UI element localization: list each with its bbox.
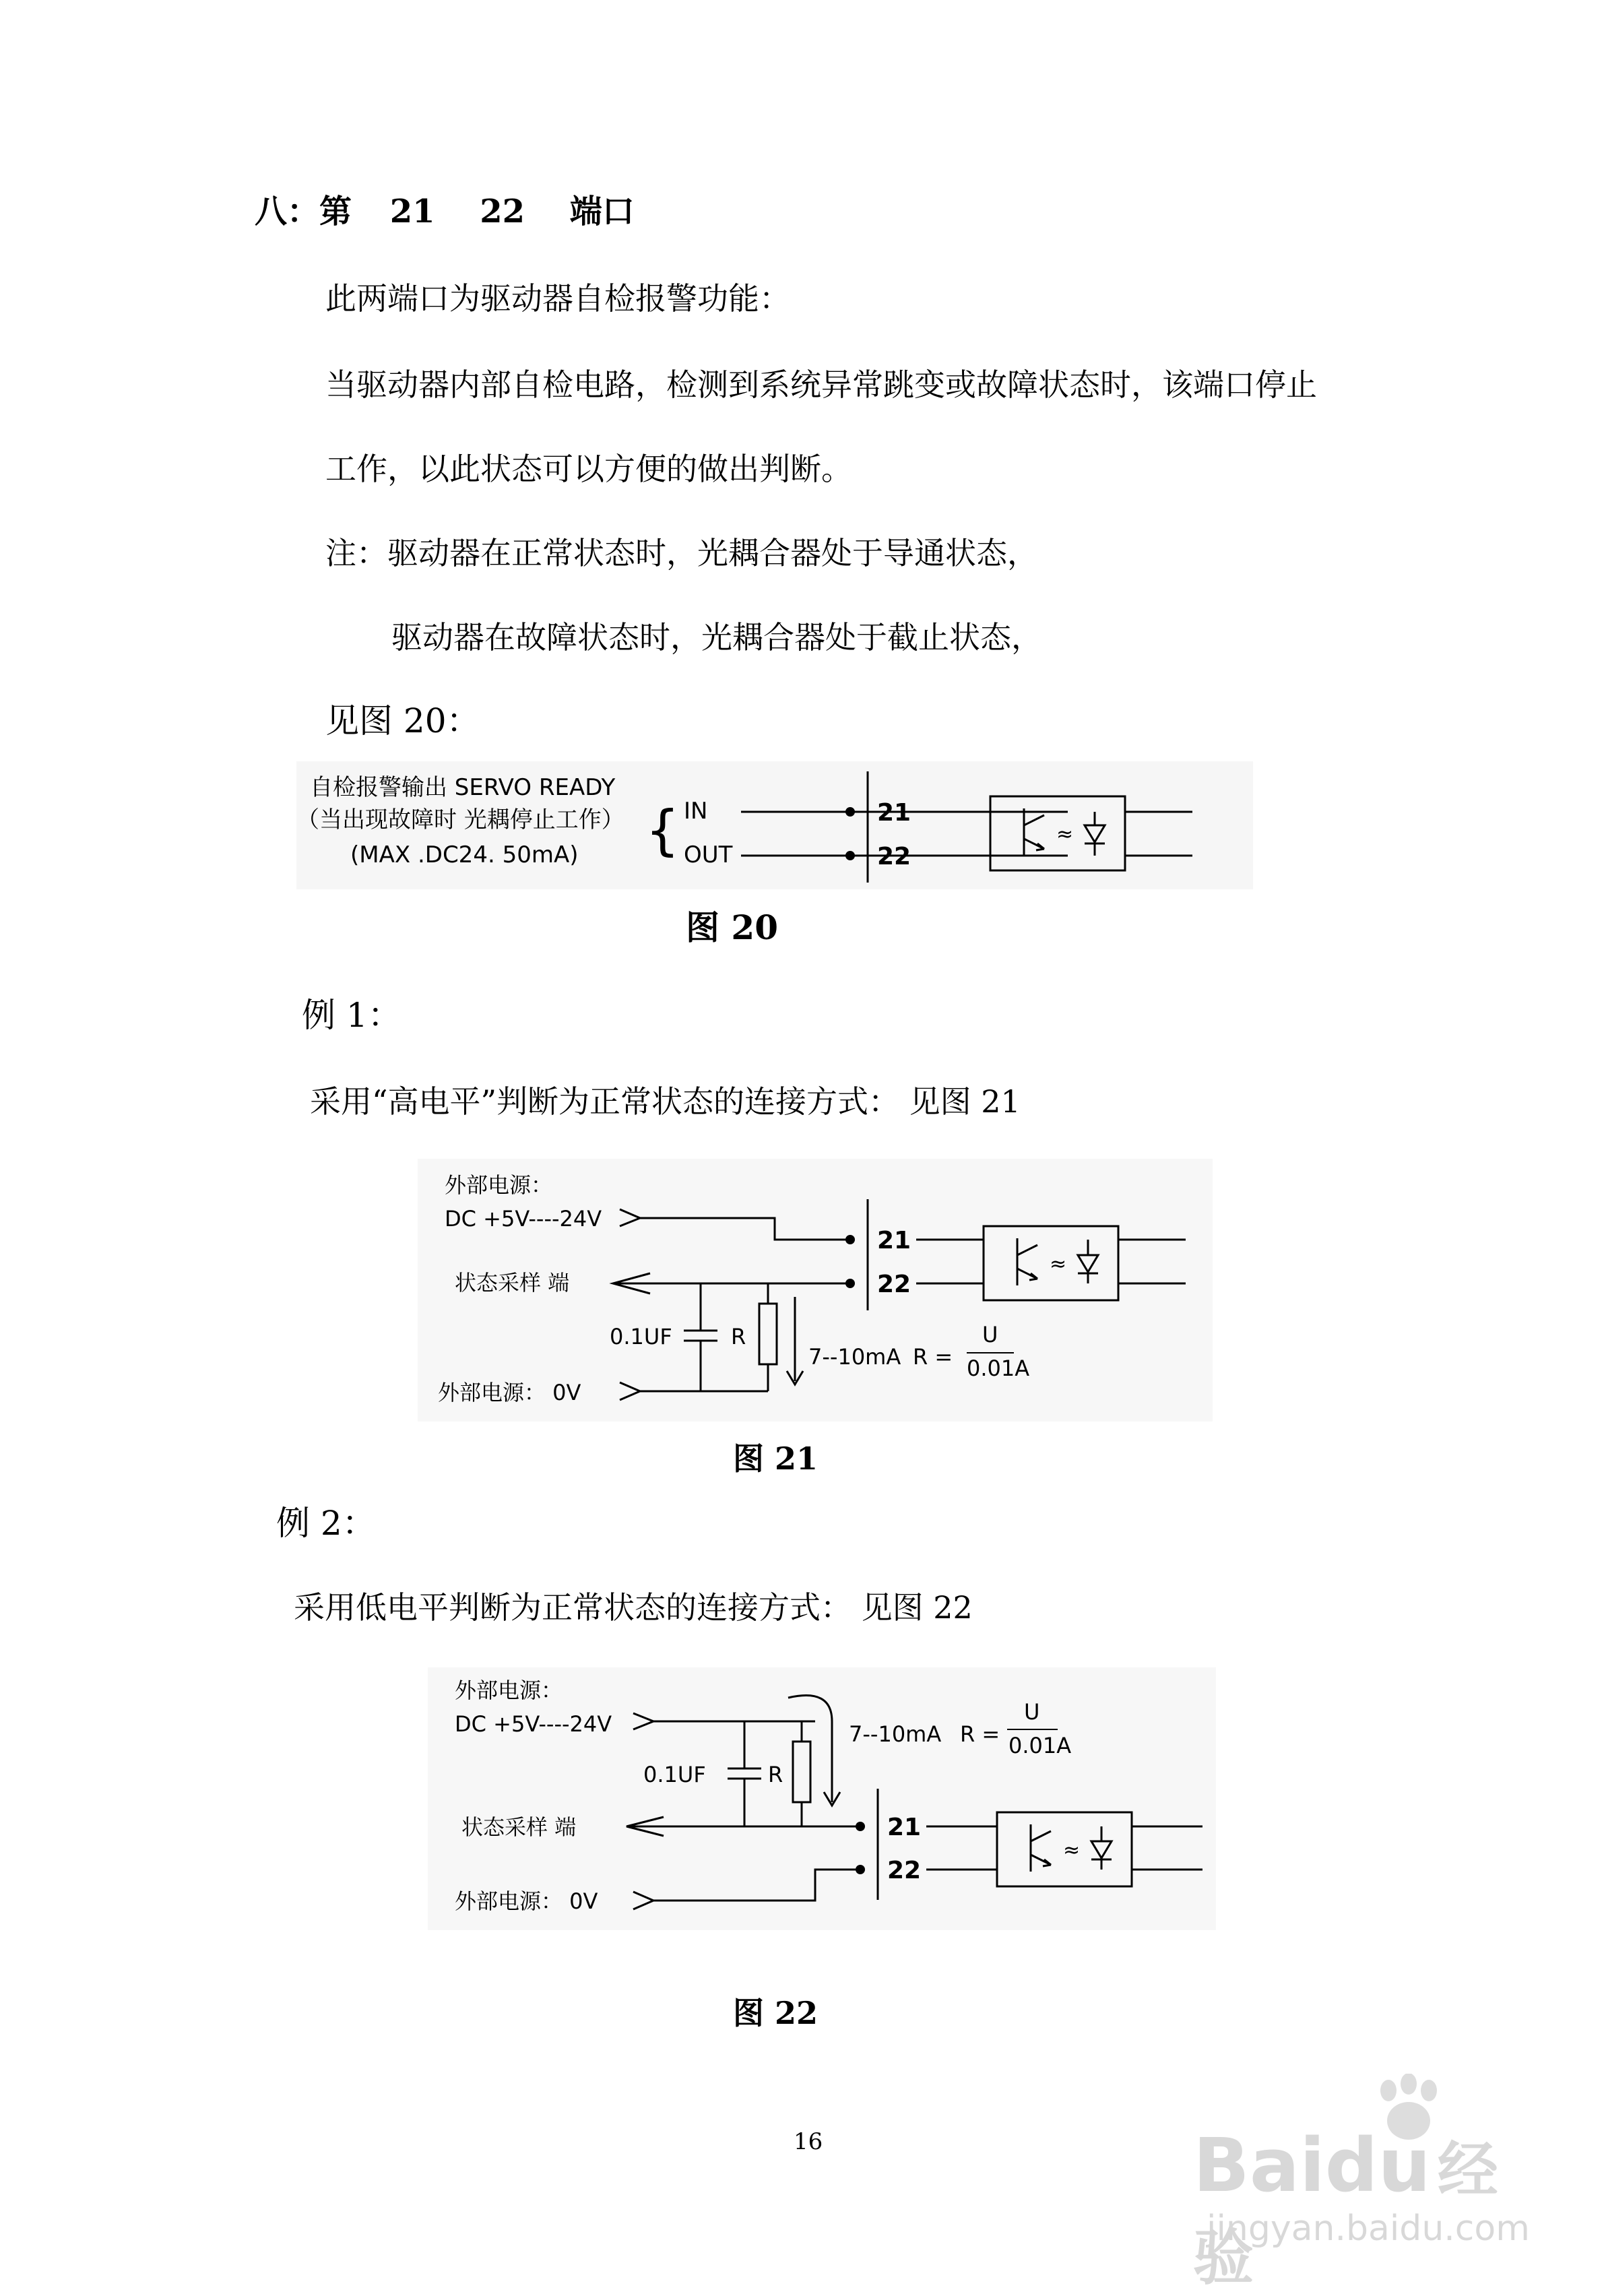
fig22-formula-den: 0.01A <box>1008 1733 1072 1758</box>
fig20-brace: { <box>645 799 680 862</box>
fig21-formula-den: 0.01A <box>967 1356 1030 1381</box>
section-port-a: 21 <box>389 193 435 230</box>
figure-21-circuit <box>418 1159 1213 1422</box>
section-prefix: 八：第 <box>255 193 352 230</box>
watermark-brand-suffix: 经验 <box>1193 2135 1498 2293</box>
fig21-dc-range: DC +5V----24V <box>445 1206 602 1232</box>
section-heading <box>255 195 635 228</box>
page-number: 16 <box>794 2128 823 2155</box>
fig21-formula-lhs: R = <box>913 1344 953 1370</box>
watermark-url: jingyan.baidu.com <box>1207 2208 1530 2249</box>
fig20-line2: （当出现故障时 光耦停止工作） <box>296 806 624 833</box>
fig21-ext-zero: 外部电源： 0V <box>438 1380 581 1405</box>
fig21-current: 7--10mA <box>808 1344 901 1370</box>
paragraph-2: 当驱动器内部自检电路，检测到系统异常跳变或故障状态时，该端口停止 <box>325 366 1317 403</box>
paragraph-5: 驱动器在故障状态时，光耦合器处于截止状态， <box>391 619 1042 656</box>
fig22-ext-power: 外部电源： <box>455 1678 563 1703</box>
fig20-line3: (MAX .DC24. 50mA) <box>350 841 579 868</box>
watermark-brand-text: Baidu <box>1193 2122 1431 2208</box>
figure-22-circuit <box>428 1667 1216 1930</box>
fig20-optic-icon: ≈ <box>1056 823 1074 846</box>
fig21-node-22 <box>845 1279 855 1288</box>
fig22-optic-icon: ≈ <box>1063 1839 1081 1862</box>
example1-desc: 采用“高电平”判断为正常状态的连接方式： 见图 21 <box>310 1083 1021 1120</box>
fig22-current: 7--10mA <box>849 1721 942 1747</box>
figure-20-circuit <box>296 761 1253 889</box>
example2-desc: 采用低电平判断为正常状态的连接方式： 见图 22 <box>294 1589 973 1626</box>
fig22-pin-21: 21 <box>887 1814 922 1841</box>
fig22-cap-label: 0.1UF <box>643 1762 706 1787</box>
section-suffix: 端口 <box>569 193 635 230</box>
fig20-out-label: OUT <box>684 841 733 868</box>
baidu-watermark <box>1180 2074 1557 2293</box>
fig21-pin-21: 21 <box>877 1227 911 1254</box>
fig21-sample-label: 状态采样 端 <box>455 1270 570 1296</box>
fig21-cap-label: 0.1UF <box>610 1324 672 1349</box>
paragraph-6: 见图 20： <box>325 701 480 740</box>
fig22-formula-lhs: R = <box>960 1721 1000 1747</box>
fig21-pin-22: 22 <box>877 1271 911 1298</box>
fig20-pin-21: 21 <box>877 799 911 827</box>
fig22-res-label: R <box>768 1762 783 1787</box>
fig21-ext-power: 外部电源： <box>445 1172 553 1198</box>
fig22-caption: 图 22 <box>733 1995 819 2031</box>
paragraph-3: 工作，以此状态可以方便的做出判断。 <box>325 451 852 487</box>
fig22-pin-22: 22 <box>887 1857 922 1884</box>
fig22-node-21 <box>856 1822 865 1831</box>
fig20-in-label: IN <box>684 798 708 825</box>
fig21-optic-icon: ≈ <box>1050 1252 1067 1276</box>
fig22-node-22 <box>856 1865 865 1874</box>
fig22-sample-label: 状态采样 端 <box>461 1814 577 1840</box>
fig21-caption: 图 21 <box>733 1440 819 1477</box>
fig22-ext-zero: 外部电源： 0V <box>455 1888 598 1914</box>
fig22-dc-range: DC +5V----24V <box>455 1711 612 1737</box>
fig20-caption: 图 20 <box>686 907 778 947</box>
section-port-b: 22 <box>480 193 525 230</box>
fig21-formula-num: U <box>982 1322 998 1347</box>
fig20-line1: 自检报警输出 SERVO READY <box>310 774 616 801</box>
fig20-node-22 <box>845 851 855 860</box>
fig22-formula-num: U <box>1024 1699 1040 1725</box>
fig21-res-label: R <box>731 1324 746 1349</box>
paragraph-1: 此两端口为驱动器自检报警功能： <box>325 280 790 317</box>
fig21-node-21 <box>845 1235 855 1244</box>
example1-title: 例 1： <box>302 996 402 1035</box>
example2-title: 例 2： <box>276 1504 376 1543</box>
paragraph-4: 注：驱动器在正常状态时，光耦合器处于导通状态， <box>325 535 1038 571</box>
fig20-node-21 <box>845 807 855 817</box>
fig20-pin-22: 22 <box>877 843 911 870</box>
